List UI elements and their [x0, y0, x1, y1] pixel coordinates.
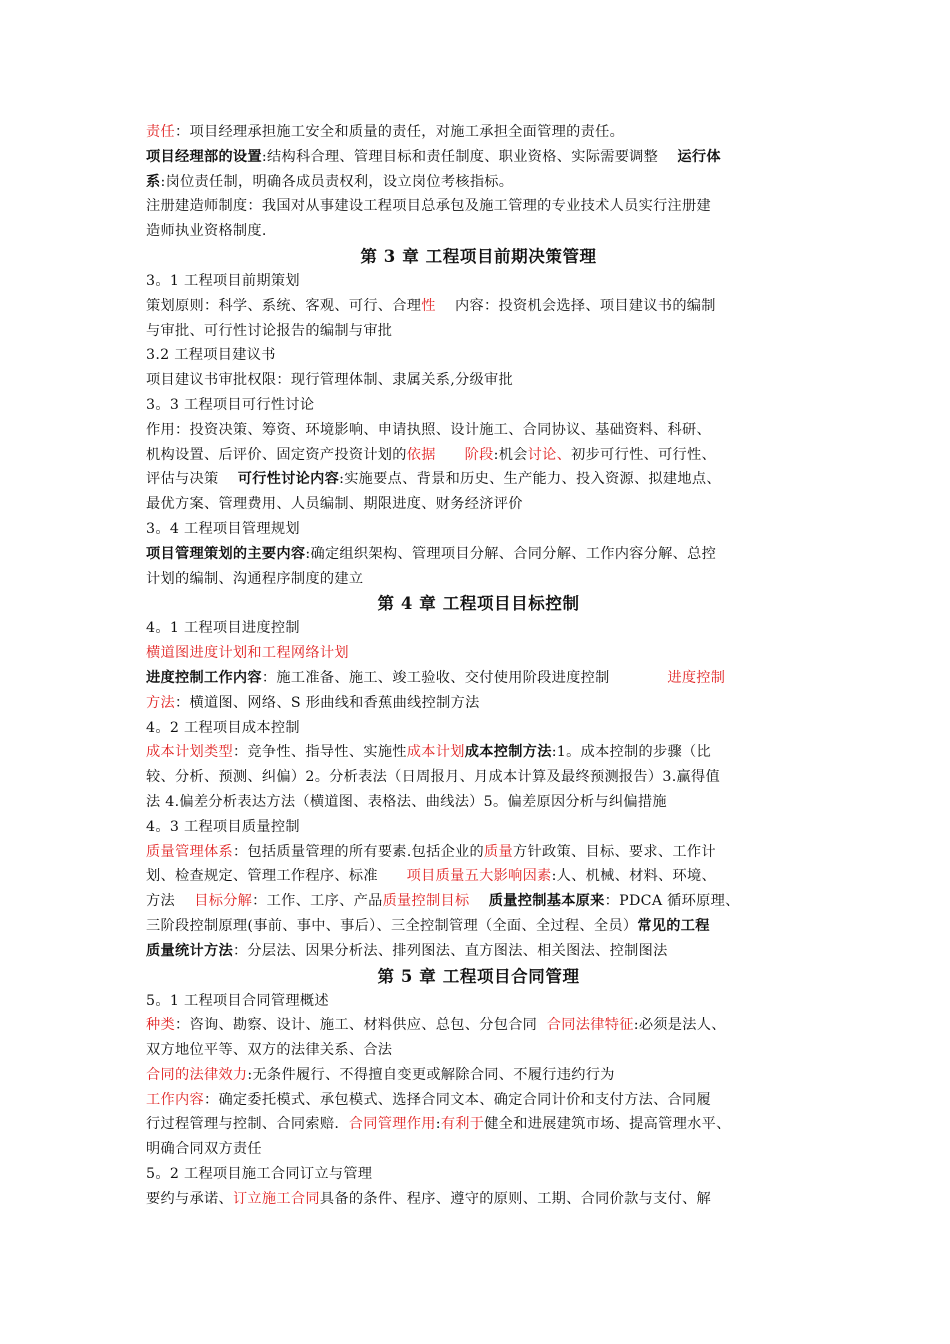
text-line [146, 691, 811, 716]
text-line [146, 294, 811, 319]
text-run: 造师执业资格制度. [146, 223, 267, 240]
text-run: ：施工准备、施工、竣工验收、交付使用阶段进度控制 [261, 669, 668, 686]
text-run: :机会 [493, 446, 528, 463]
bold-term: 系 [146, 173, 161, 190]
text-run: ：PDCA 循环原理、 [604, 893, 740, 910]
text-run: 5。2 工程项目施工合同订立与管理 [146, 1166, 373, 1183]
text-run: 最优方案、管理费用、人员编制、期限进度、财务经济评价 [146, 496, 523, 513]
text-run: 策划原则：科学、系统、客观、可行、合理 [146, 297, 422, 314]
text-run: ：分层法、因果分析法、排列图法、直方图法、相关图法、控制图法 [232, 942, 668, 959]
text-run: 初步可行性、可行性、 [571, 446, 717, 463]
bold-term: 常见的工程 [637, 917, 710, 934]
text-run: 3。1 工程项目前期策划 [146, 272, 300, 289]
text-line [146, 542, 811, 567]
text-run: 较、分析、预测、纠偏）2。分析表法（日周报月、月成本计算及最终预测报告）3.赢得值 [146, 769, 720, 786]
text-line [146, 170, 811, 195]
text-run: ：包括质量管理的所有要素.包括企业的 [232, 843, 485, 860]
text-line [146, 194, 811, 219]
text-line [146, 1112, 811, 1137]
text-run: 要约与承诺、 [146, 1190, 233, 1207]
text-line [146, 1088, 811, 1113]
text-line [146, 467, 811, 492]
text-run: :无条件履行、不得擅自变更或解除合同、不履行违约行为 [247, 1066, 615, 1083]
text-line [146, 1013, 811, 1038]
text-run: :确定组织架构、管理项目分解、合同分解、工作内容分解、总控 [305, 545, 717, 562]
highlighted-term: 有利于 [440, 1116, 485, 1133]
text-run: 评估与决策 [146, 471, 238, 488]
highlighted-term: 进度控制 [667, 669, 726, 686]
text-run: ：横道图、网络、S 形曲线和香蕉曲线控制方法 [174, 694, 480, 711]
text-line [146, 939, 811, 964]
bold-term: 项目管理策划的主要内容 [146, 545, 306, 562]
text-line [146, 1187, 811, 1212]
text-line [146, 790, 811, 815]
text-line [146, 443, 811, 468]
bold-term: 进度控制工作内容 [146, 669, 262, 686]
text-line [146, 864, 811, 889]
highlighted-term: 合同管理作用 [348, 1116, 436, 1133]
bold-term: 质量控制基本原来 [488, 893, 605, 910]
highlighted-term: 横道图进度计划和工程网络计划 [146, 645, 349, 662]
bold-term: 运行体 [677, 148, 721, 165]
text-run: 三阶段控制原理(事前、事中、事后）、三全控制管理（全面、全过程、全员） [146, 917, 638, 934]
text-line [146, 219, 811, 244]
text-run: 3。4 工程项目管理规划 [146, 520, 300, 537]
text-line [146, 517, 811, 542]
highlighted-term: 合同法律特征 [546, 1017, 634, 1034]
text-line [146, 716, 811, 741]
text-run: ：确定委托模式、承包模式、选择合同文本、确定合同计价和支付方法、合同履 [203, 1091, 712, 1108]
highlighted-term: 成本计划类型 [146, 744, 233, 761]
text-run: 项目建议书审批权限：现行管理体制、隶属关系,分级审批 [146, 372, 513, 389]
text-line [146, 368, 811, 393]
text-line [146, 989, 811, 1014]
text-line [146, 616, 811, 641]
text-line [146, 1137, 811, 1162]
highlighted-term: 质量 [484, 843, 514, 860]
text-run: 3。3 工程项目可行性讨论 [146, 396, 315, 413]
highlighted-term: 阶段 [464, 446, 494, 463]
text-run: :实施要点、背景和历史、生产能力、投入资源、拟建地点、 [339, 471, 721, 488]
text-run: 4。2 工程项目成本控制 [146, 719, 300, 736]
text-line [146, 641, 811, 666]
text-run: ：咨询、勘察、设计、施工、材料供应、总包、分包合同 [174, 1017, 547, 1034]
text-run: 5。1 工程项目合同管理概述 [146, 992, 329, 1009]
text-run: 注册建造师制度：我国对从事建设工程项目总承包及施工管理的专业技术人员实行注册建 [146, 198, 712, 215]
text-run: :必须是法人、 [633, 1017, 726, 1034]
highlighted-term: 种类 [146, 1017, 175, 1034]
text-line [146, 567, 811, 592]
highlighted-term: 讨论、 [527, 446, 572, 463]
text-line [146, 1162, 811, 1187]
highlighted-term: 质量控制目标 [382, 893, 470, 910]
text-line [146, 666, 811, 691]
text-run: :岗位责任制，明确各成员责权利，设立岗位考核指标。 [160, 173, 514, 190]
text-line [146, 269, 811, 294]
highlighted-term: 合同的法律效力 [146, 1066, 248, 1083]
text-run: 3.2 工程项目建议书 [146, 347, 276, 364]
text-run: 方针政策、目标、要求、工作计 [513, 843, 716, 860]
text-run: 健全和进展建筑市场、提高管理水平、 [484, 1116, 731, 1133]
chapter-heading: 第 5 章 工程项目合同管理 [377, 966, 580, 986]
text-run: 明确合同双方责任 [146, 1141, 262, 1158]
text-line [146, 889, 811, 914]
text-line [146, 1063, 811, 1088]
chapter-heading: 第 4 章 工程项目目标控制 [377, 594, 580, 614]
text-run: :人、机械、材料、环境、 [551, 868, 717, 885]
text-line [146, 343, 811, 368]
text-line [146, 145, 811, 170]
text-run: 划、检查规定、管理工作程序、标准 [146, 868, 407, 885]
highlighted-term: 质量管理体系 [146, 843, 233, 860]
text-run: 双方地位平等、双方的法律关系、合法 [146, 1042, 393, 1059]
text-run: 内容：投资机会选择、项目建议书的编制 [435, 297, 716, 314]
text-run: 与审批、可行性讨论报告的编制与审批 [146, 322, 393, 339]
text-run: :结构科合理、管理目标和责任制度、职业资格、实际需要调整 [261, 148, 678, 165]
text-run: 4。1 工程项目进度控制 [146, 620, 300, 637]
text-line [146, 418, 811, 443]
text-run: : [435, 1116, 441, 1133]
highlighted-term: 成本计划 [406, 744, 465, 761]
highlighted-term: 订立施工合同 [232, 1190, 320, 1207]
bold-term: 成本控制方法 [464, 744, 552, 761]
highlighted-term: 责任 [146, 124, 175, 140]
text-run: 行过程管理与控制、合同索赔. [146, 1116, 349, 1133]
text-line [146, 740, 811, 765]
text-line [146, 765, 811, 790]
text-run: 4。3 工程项目质量控制 [146, 818, 300, 835]
text-run: 计划的编制、沟通程序制度的建立 [146, 570, 364, 587]
highlighted-term: 工作内容 [146, 1091, 204, 1108]
bold-term: 项目经理部的设置 [146, 148, 262, 165]
highlighted-term: 项目质量五大影响因素 [406, 868, 552, 885]
text-line [146, 815, 811, 840]
highlighted-term: 性 [421, 297, 436, 314]
text-line [146, 840, 811, 865]
bold-term: 质量统计方法 [146, 942, 233, 959]
text-run: ：工作、工序、产品 [252, 893, 383, 910]
text-line [146, 1038, 811, 1063]
text-run: ：竞争性、指导性、实施性 [232, 744, 407, 761]
chapter-heading: 第 3 章 工程项目前期决策管理 [360, 246, 597, 266]
text-line [146, 914, 811, 939]
text-line [146, 120, 811, 145]
document-page [146, 120, 811, 1212]
text-run: 法 4.偏差分析表达方法（横道图、表格法、曲线法）5。偏差原因分析与纠偏措施 [146, 793, 667, 810]
text-run: :1。成本控制的步骤（比 [551, 744, 711, 761]
text-run: 方法 [146, 893, 195, 910]
text-run: ：项目经理承担施工安全和质量的责任，对施工承担全面管理的责任。 [174, 124, 625, 140]
text-line [146, 393, 811, 418]
highlighted-term: 方法 [146, 694, 175, 711]
text-run: 机构设置、后评价、固定资产投资计划的 [146, 446, 407, 463]
text-run [436, 447, 465, 463]
highlighted-term: 目标分解 [194, 893, 253, 910]
text-line [146, 492, 811, 517]
bold-term: 可行性讨论内容 [237, 471, 340, 488]
text-run: 具备的条件、程序、遵守的原则、工期、合同价款与支付、解 [319, 1190, 712, 1207]
text-run: 作用：投资决策、筹资、环境影响、申请执照、设计施工、合同协议、基础资料、科研、 [146, 421, 712, 438]
highlighted-term: 依据 [406, 446, 436, 463]
text-line [146, 319, 811, 344]
text-run [470, 893, 489, 909]
